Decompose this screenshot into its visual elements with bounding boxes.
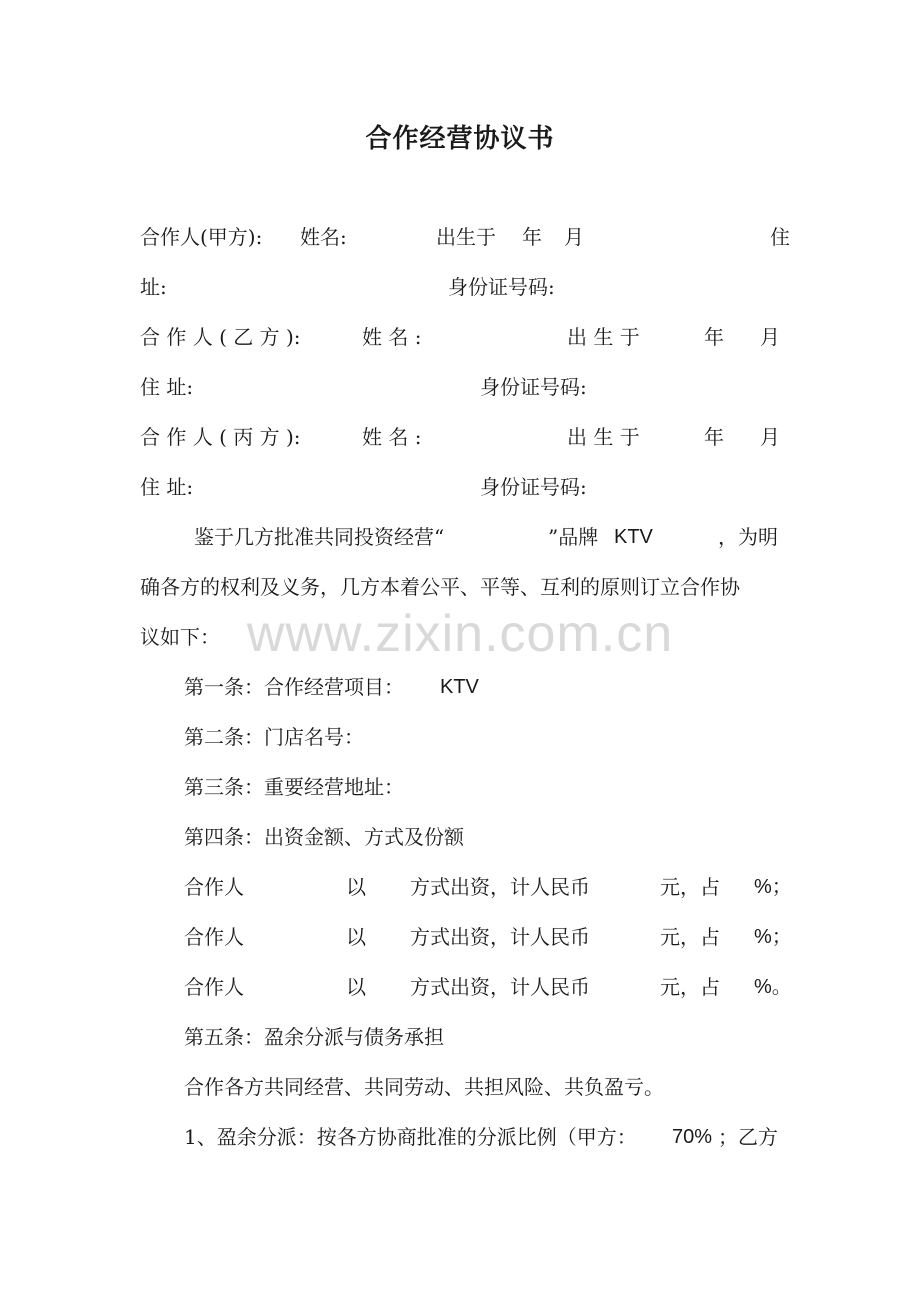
profit-distribution-line: [140, 1120, 790, 1154]
article-1-label: 第一条：合作经营项目：: [184, 675, 404, 699]
party-a-line-2: [140, 270, 790, 304]
party-c-line-2: [140, 470, 790, 504]
document-title: 合作经营协议书: [365, 124, 555, 154]
contribution-partner: 合作人: [184, 925, 244, 949]
profit-distribution-prefix: 1、盈余分派：按各方协商批准的分派比例（甲方：: [184, 1125, 637, 1149]
preamble-line-2: [140, 570, 790, 604]
party-c-label: 合 作 人 ( 丙 方 ):: [140, 425, 301, 449]
article-3: [140, 770, 790, 804]
party-b-label: 合 作 人 ( 乙 方 ):: [140, 325, 301, 349]
party-b-address-label: 住 址:: [140, 375, 194, 399]
contribution-yuan: 元，占: [660, 925, 720, 949]
party-b-year-label: 年: [704, 325, 724, 349]
article-5: [140, 1020, 790, 1054]
contribution-pct: %；: [754, 876, 792, 898]
party-b-month-label: 月: [760, 325, 780, 349]
party-c-month-label: 月: [760, 425, 780, 449]
contribution-yuan: 元，占: [660, 975, 720, 999]
contribution-method: 方式出资，计人民币: [410, 875, 590, 899]
contribution-partner: 合作人: [184, 975, 244, 999]
party-c-id-label: 身份证号码:: [480, 475, 587, 499]
article-2: [140, 720, 790, 754]
preamble-text-2: ”品牌: [548, 525, 599, 549]
contribution-pct: %。: [754, 976, 792, 998]
party-b-id-label: 身份证号码:: [480, 375, 587, 399]
party-c-name-label: 姓 名 :: [362, 425, 422, 449]
article-1: [140, 670, 790, 704]
article-5-body-text: 合作各方共同经营、共同劳动、共担风险、共负盈亏。: [184, 1075, 664, 1099]
contribution-yuan: 元，占: [660, 875, 720, 899]
preamble-text-5: 议如下：: [140, 625, 220, 649]
party-c-line: [140, 420, 790, 454]
article-5-text: 第五条：盈余分派与债务承担: [184, 1025, 444, 1049]
article-4: [140, 820, 790, 854]
contribution-by: 以: [346, 875, 366, 899]
contribution-row: [140, 920, 790, 954]
contribution-by: 以: [346, 925, 366, 949]
article-1-value: KTV: [440, 676, 479, 698]
preamble-text-1: 鉴于几方批准共同投资经营“: [194, 525, 445, 549]
party-c-year-label: 年: [704, 425, 724, 449]
article-3-text: 第三条：重要经营地址：: [184, 775, 404, 799]
party-c-address-label: 住 址:: [140, 475, 194, 499]
contribution-row: [140, 970, 790, 1004]
party-b-line: [140, 320, 790, 354]
watermark: www.zixin.com.cn: [246, 605, 674, 663]
party-a-line: [140, 220, 790, 254]
preamble-brand: KTV: [614, 526, 653, 548]
preamble-text-4: 确各方的权利及义务，几方本着公平、平等、互利的原则订立合作协: [140, 575, 740, 599]
article-4-text: 第四条：出资金额、方式及份额: [184, 825, 464, 849]
party-b-name-label: 姓 名 :: [362, 325, 422, 349]
contribution-method: 方式出资，计人民币: [410, 925, 590, 949]
party-c-birth-label: 出 生 于: [567, 425, 640, 449]
profit-distribution-suffix: ；乙方: [718, 1125, 778, 1149]
contribution-pct: %；: [754, 926, 792, 948]
article-5-body: [140, 1070, 790, 1104]
party-a-year-label: 年: [522, 225, 542, 249]
party-a-address-label-1: 住: [770, 225, 790, 249]
party-b-birth-label: 出 生 于: [567, 325, 640, 349]
party-a-id-label: 身份证号码:: [448, 275, 555, 299]
party-a-birth-label: 出生于: [436, 225, 496, 249]
contribution-by: 以: [346, 975, 366, 999]
party-a-month-label: 月: [564, 225, 584, 249]
contribution-row: [140, 870, 790, 904]
preamble-line-1: [140, 520, 790, 554]
party-a-label: 合作人(甲方):: [140, 225, 263, 249]
contribution-partner: 合作人: [184, 875, 244, 899]
party-a-address-label-2: 址:: [140, 275, 167, 299]
contribution-method: 方式出资，计人民币: [410, 975, 590, 999]
party-a-name-label: 姓名:: [300, 225, 347, 249]
article-2-text: 第二条：门店名号：: [184, 725, 364, 749]
preamble-text-3: ，为明: [718, 525, 778, 549]
profit-distribution-pct: 70%: [672, 1126, 713, 1148]
party-b-line-2: [140, 370, 790, 404]
